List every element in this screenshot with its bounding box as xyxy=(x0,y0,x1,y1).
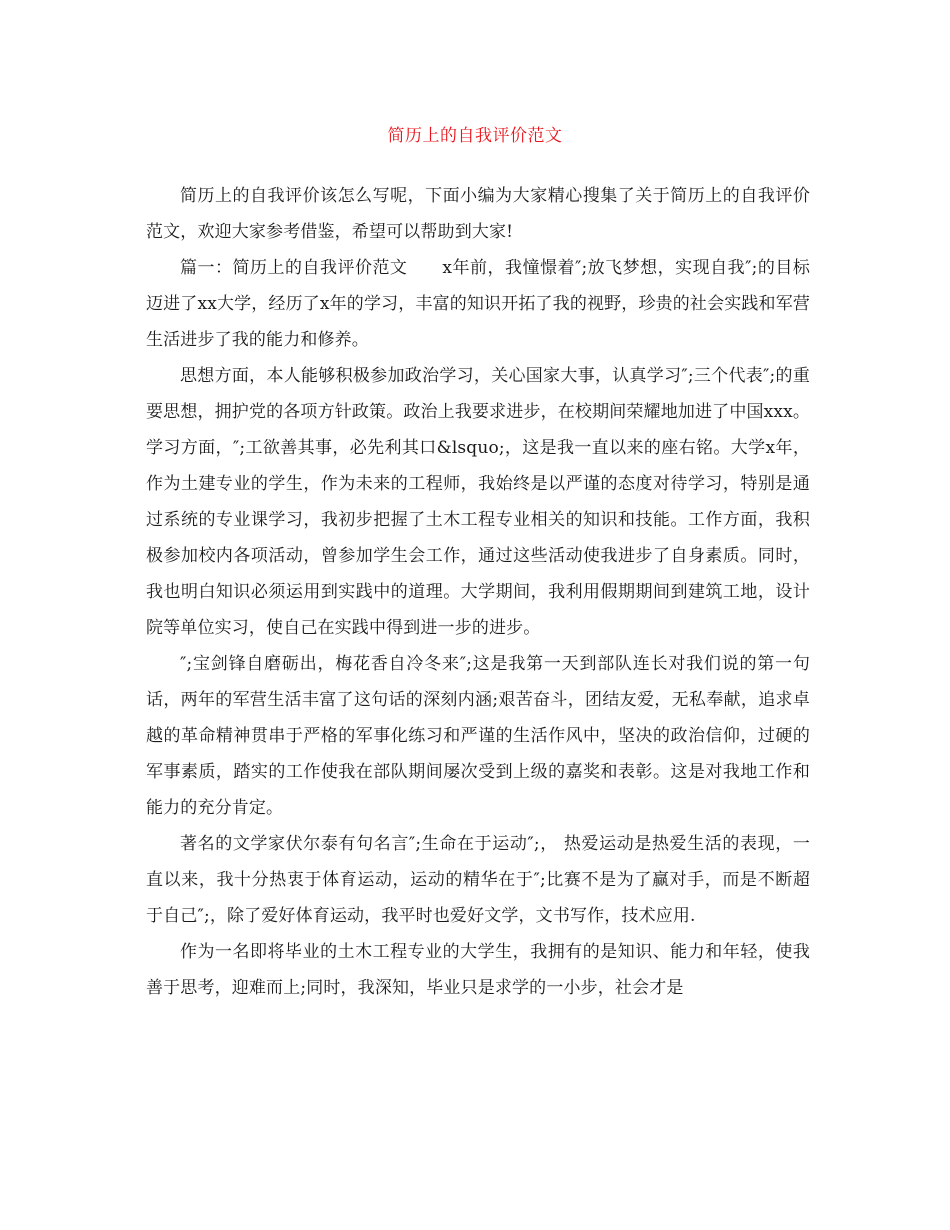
paragraph-intro: 简历上的自我评价该怎么写呢，下面小编为大家精心搜集了关于简历上的自我评价范文，欢迎大家参考借鉴，希望可以帮助到大家! xyxy=(146,186,810,242)
paragraph-sports-hobbies: 著名的文学家伏尔泰有句名言″;生命在于运动″;， 热爱运动是热爱生活的表现，一直以来，我十分热衷于体育运动，运动的精华在于″;比赛不是为了赢对手，而是不断超于自己″;，除了爱好体育运动，我平时也爱好文学，文书写作，技术应用. xyxy=(146,834,810,926)
document-title: 简历上的自我评价范文 xyxy=(387,126,563,146)
paragraph-graduate: 作为一名即将毕业的土木工程专业的大学生，我拥有的是知识、能力和年轻，使我善于思考，迎难而上;同时，我深知，毕业只是求学的一小步，社会才是 xyxy=(146,942,810,998)
paragraph-thought-study-work: 思想方面，本人能够积极参加政治学习，关心国家大事，认真学习″;三个代表″;的重要思想，拥护党的各项方针政策。政治上我要求进步，在校期间荣耀地加进了中国xxx。学习方面，″;工欲善其事，必先利其口&lsquo;，这是我一直以来的座右铭。大学x年，作为土建专业的学生，作为未来的工程师，我始终是以严谨的态度对待学习，特别是通过系统的专业课学习，我初步把握了土木工程专业相关的知识和技能。工作方面，我积极参加校内各项活动，曾参加学生会工作，通过这些活动使我进步了自身素质。同时，我也明白知识必须运用到实践中的道理。大学期间，我利用假期期间到建筑工地，设计院等单位实习，使自己在实践中得到进一步的进步。 xyxy=(146,366,810,638)
paragraph-military-life: ″;宝剑锋自磨砺出，梅花香自冷冬来″;这是我第一天到部队连长对我们说的第一句话，两年的军营生活丰富了这句话的深刻内涵;艰苦奋斗，团结友爱，无私奉献，追求卓越的革命精神贯串于严格的军事化练习和严谨的生活作风中，坚决的政治信仰，过硬的军事素质，踏实的工作使我在部队期间屡次受到上级的嘉奖和表彰。这是对我地工作和能力的充分肯定。 xyxy=(146,654,810,818)
document-body xyxy=(146,178,810,1006)
paragraph-part-one: 篇一：简历上的自我评价范文 x年前，我憧憬着″;放飞梦想，实现自我″;的目标迈进了xx大学，经历了x年的学习，丰富的知识开拓了我的视野，珍贵的社会实践和军营生活进步了我的能力和修养。 xyxy=(146,258,810,350)
